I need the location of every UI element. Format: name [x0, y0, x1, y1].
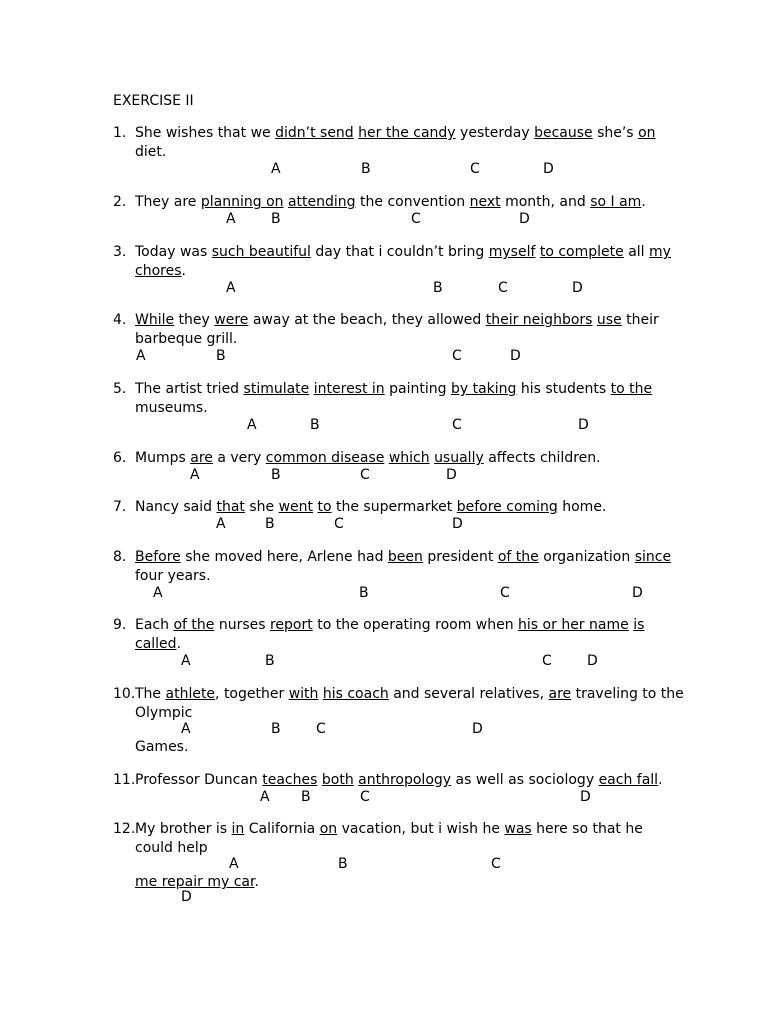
sentence-text: .: [254, 874, 259, 890]
answer-letter-c: C: [452, 348, 462, 364]
sentence-text: home.: [557, 499, 607, 515]
answer-letter-d: D: [632, 585, 643, 601]
answer-letter-a: A: [181, 721, 191, 737]
underlined-choice: to the: [610, 381, 653, 397]
sentence-text: affects children.: [483, 450, 601, 466]
question-text-line: [135, 143, 166, 162]
sentence-text: Today was: [135, 244, 212, 260]
answer-letter-a: A: [247, 417, 257, 433]
question-text-line: [135, 330, 237, 349]
sentence-text: the convention: [355, 194, 470, 210]
answer-letter-d: D: [181, 889, 192, 905]
question-text-line: [135, 771, 663, 790]
question-number: 5.: [113, 381, 127, 397]
answer-letter-a: A: [271, 161, 281, 177]
sentence-text: diet.: [135, 144, 167, 160]
answer-letter-d: D: [510, 348, 521, 364]
underlined-choice: such beautiful: [211, 244, 311, 260]
answer-letter-a: A: [181, 653, 191, 669]
answer-letter-a: A: [136, 348, 146, 364]
answer-letter-b: B: [271, 721, 281, 737]
question-text-line: [135, 498, 606, 517]
underlined-choice: to complete: [539, 244, 624, 260]
question-text-line: [135, 193, 646, 212]
underlined-choice: both: [321, 772, 354, 788]
sentence-text: all: [623, 244, 650, 260]
sentence-text: , together: [215, 686, 289, 702]
underlined-choice: was: [504, 821, 532, 837]
sentence-text: she moved here, Arlene had: [180, 549, 388, 565]
answer-letter-b: B: [433, 280, 443, 296]
sentence-text: .: [658, 772, 663, 788]
underlined-choice: are: [548, 686, 572, 702]
sentence-text: they: [174, 312, 215, 328]
answer-letter-d: D: [572, 280, 583, 296]
underlined-choice: attending: [287, 194, 356, 210]
sentence-text: .: [181, 263, 186, 279]
answer-letter-a: A: [153, 585, 163, 601]
sentence-text: as well as sociology: [451, 772, 599, 788]
underlined-choice: report: [269, 617, 313, 633]
question-number: 7.: [113, 499, 127, 515]
sentence-text: here so that he: [531, 821, 643, 837]
answer-letter-c: C: [470, 161, 480, 177]
answer-letter-b: B: [361, 161, 371, 177]
underlined-choice: planning on: [200, 194, 284, 210]
answer-letter-a: A: [226, 280, 236, 296]
sentence-text: organization: [538, 549, 635, 565]
sentence-text: Each: [135, 617, 174, 633]
underlined-choice: been: [387, 549, 423, 565]
underlined-choice: of the: [497, 549, 539, 565]
answer-letter-d: D: [472, 721, 483, 737]
answer-letter-c: C: [542, 653, 552, 669]
answer-letter-c: C: [360, 789, 370, 805]
question-number: 12.: [113, 821, 136, 837]
sentence-text: four years.: [135, 568, 211, 584]
sentence-text: She wishes that we: [135, 125, 276, 141]
underlined-choice: interest in: [313, 381, 385, 397]
question-text-line: [135, 616, 644, 635]
answer-letter-b: B: [216, 348, 226, 364]
underlined-choice: usually: [434, 450, 484, 466]
underlined-choice: athlete: [165, 686, 216, 702]
underlined-choice: since: [634, 549, 672, 565]
sentence-text: his students: [516, 381, 611, 397]
answer-letter-d: D: [519, 211, 530, 227]
sentence-text: Professor Duncan: [135, 772, 263, 788]
sentence-text: yesterday: [455, 125, 535, 141]
answer-letter-c: C: [360, 467, 370, 483]
underlined-choice: of the: [173, 617, 215, 633]
question-text-line: [135, 873, 259, 892]
sentence-text: .: [176, 636, 182, 652]
sentence-text: museums.: [135, 400, 208, 416]
answer-letter-c: C: [334, 516, 344, 532]
underlined-choice: called: [135, 636, 177, 652]
question-text-line: [135, 449, 601, 468]
underlined-choice: their neighbors: [485, 312, 593, 328]
underlined-choice: went: [278, 499, 314, 515]
sentence-text: and several relatives,: [388, 686, 549, 702]
sentence-text: day that i couldn’t bring: [310, 244, 489, 260]
underlined-choice: because: [534, 125, 593, 141]
sentence-text: a very: [212, 450, 266, 466]
underlined-choice: myself: [488, 244, 536, 260]
underlined-choice: teaches: [262, 772, 318, 788]
underlined-choice: on: [319, 821, 338, 837]
question-text-line: [135, 685, 684, 704]
sentence-text: month, and: [500, 194, 591, 210]
question-text-line: [135, 124, 656, 143]
answer-letter-d: D: [580, 789, 591, 805]
sentence-text: to the operating room when: [312, 617, 519, 633]
underlined-choice: common disease: [265, 450, 385, 466]
sentence-text: The: [135, 686, 166, 702]
underlined-choice: to: [317, 499, 332, 515]
sentence-text: Olympic: [135, 705, 193, 721]
underlined-choice: my: [649, 244, 671, 260]
underlined-choice: Before: [135, 549, 181, 565]
answer-letter-c: C: [500, 585, 510, 601]
sentence-text: The artist tried: [135, 381, 244, 397]
question-text-line: [135, 635, 181, 654]
answer-letter-b: B: [338, 856, 348, 872]
answer-letter-b: B: [359, 585, 369, 601]
answer-letter-c: C: [316, 721, 326, 737]
answer-letter-a: A: [190, 467, 200, 483]
question-number: 9.: [113, 617, 127, 633]
underlined-choice: were: [214, 312, 249, 328]
answer-letter-d: D: [543, 161, 554, 177]
question-text-line: [135, 548, 671, 567]
underlined-choice: is: [633, 617, 645, 633]
sentence-text: painting: [384, 381, 451, 397]
sentence-text: Nancy said: [135, 499, 217, 515]
answer-letter-d: D: [578, 417, 589, 433]
underlined-choice: anthropology: [358, 772, 452, 788]
underlined-choice: by taking: [450, 381, 517, 397]
answer-letter-a: A: [226, 211, 236, 227]
underlined-choice: his coach: [322, 686, 389, 702]
question-text-line: [135, 839, 208, 858]
answer-letter-b: B: [271, 467, 281, 483]
answer-letter-c: C: [491, 856, 501, 872]
sentence-text: My brother is: [135, 821, 232, 837]
question-text-line: [135, 738, 188, 757]
underlined-choice: so I am: [590, 194, 642, 210]
question-text-line: [135, 567, 211, 586]
sentence-text: .: [641, 194, 646, 210]
sentence-text: the supermarket: [331, 499, 457, 515]
underlined-choice: each fall: [598, 772, 659, 788]
question-number: 2.: [113, 194, 127, 210]
underlined-choice: which: [388, 450, 430, 466]
sentence-text: away at the beach, they allowed: [248, 312, 486, 328]
question-number: 11.: [113, 772, 136, 788]
underlined-choice: his or her name: [518, 617, 629, 633]
underlined-choice: While: [135, 312, 175, 328]
answer-letter-c: C: [498, 280, 508, 296]
underlined-choice: use: [596, 312, 622, 328]
sentence-text: could help: [135, 840, 208, 856]
underlined-choice: me repair my car: [135, 874, 255, 890]
question-text-line: [135, 262, 186, 281]
sentence-text: California: [244, 821, 320, 837]
underlined-choice: her the candy: [358, 125, 456, 141]
sentence-text: president: [422, 549, 498, 565]
question-number: 6.: [113, 450, 127, 466]
sentence-text: vacation, but i wish he: [337, 821, 505, 837]
underlined-choice: in: [231, 821, 245, 837]
underlined-choice: on: [638, 125, 656, 141]
sentence-text: They are: [135, 194, 201, 210]
underlined-choice: with: [288, 686, 319, 702]
sentence-text: she’s: [592, 125, 639, 141]
question-text-line: [135, 399, 208, 418]
answer-letter-d: D: [587, 653, 598, 669]
underlined-choice: didn’t send: [275, 125, 354, 141]
answer-letter-b: B: [265, 653, 275, 669]
underlined-choice: next: [469, 194, 501, 210]
question-text-line: [135, 820, 643, 839]
underlined-choice: stimulate: [243, 381, 310, 397]
sentence-text: she: [244, 499, 279, 515]
underlined-choice: are: [190, 450, 213, 466]
sentence-text: traveling to the: [571, 686, 684, 702]
question-number: 4.: [113, 312, 127, 328]
underlined-choice: chores: [135, 263, 182, 279]
sentence-text: Mumps: [135, 450, 191, 466]
sentence-text: nurses: [214, 617, 270, 633]
sentence-text: their: [621, 312, 659, 328]
answer-letter-b: B: [301, 789, 311, 805]
sentence-text: Games.: [135, 739, 189, 755]
answer-letter-a: A: [229, 856, 239, 872]
sentence-text: barbeque grill.: [135, 331, 238, 347]
answer-letter-a: A: [216, 516, 226, 532]
question-number: 3.: [113, 244, 127, 260]
underlined-choice: that: [216, 499, 245, 515]
question-number: 1.: [113, 125, 127, 141]
question-text-line: [135, 243, 671, 262]
answer-letter-b: B: [310, 417, 320, 433]
answer-letter-b: B: [271, 211, 281, 227]
exercise-title: EXERCISE II: [113, 93, 194, 109]
question-text-line: [135, 311, 659, 330]
answer-letter-d: D: [446, 467, 457, 483]
question-text-line: [135, 380, 652, 399]
answer-letter-a: A: [260, 789, 270, 805]
answer-letter-c: C: [452, 417, 462, 433]
answer-letter-d: D: [452, 516, 463, 532]
underlined-choice: before coming: [456, 499, 558, 515]
question-number: 8.: [113, 549, 127, 565]
question-number: 10.: [113, 686, 136, 702]
answer-letter-b: B: [265, 516, 275, 532]
answer-letter-c: C: [411, 211, 421, 227]
